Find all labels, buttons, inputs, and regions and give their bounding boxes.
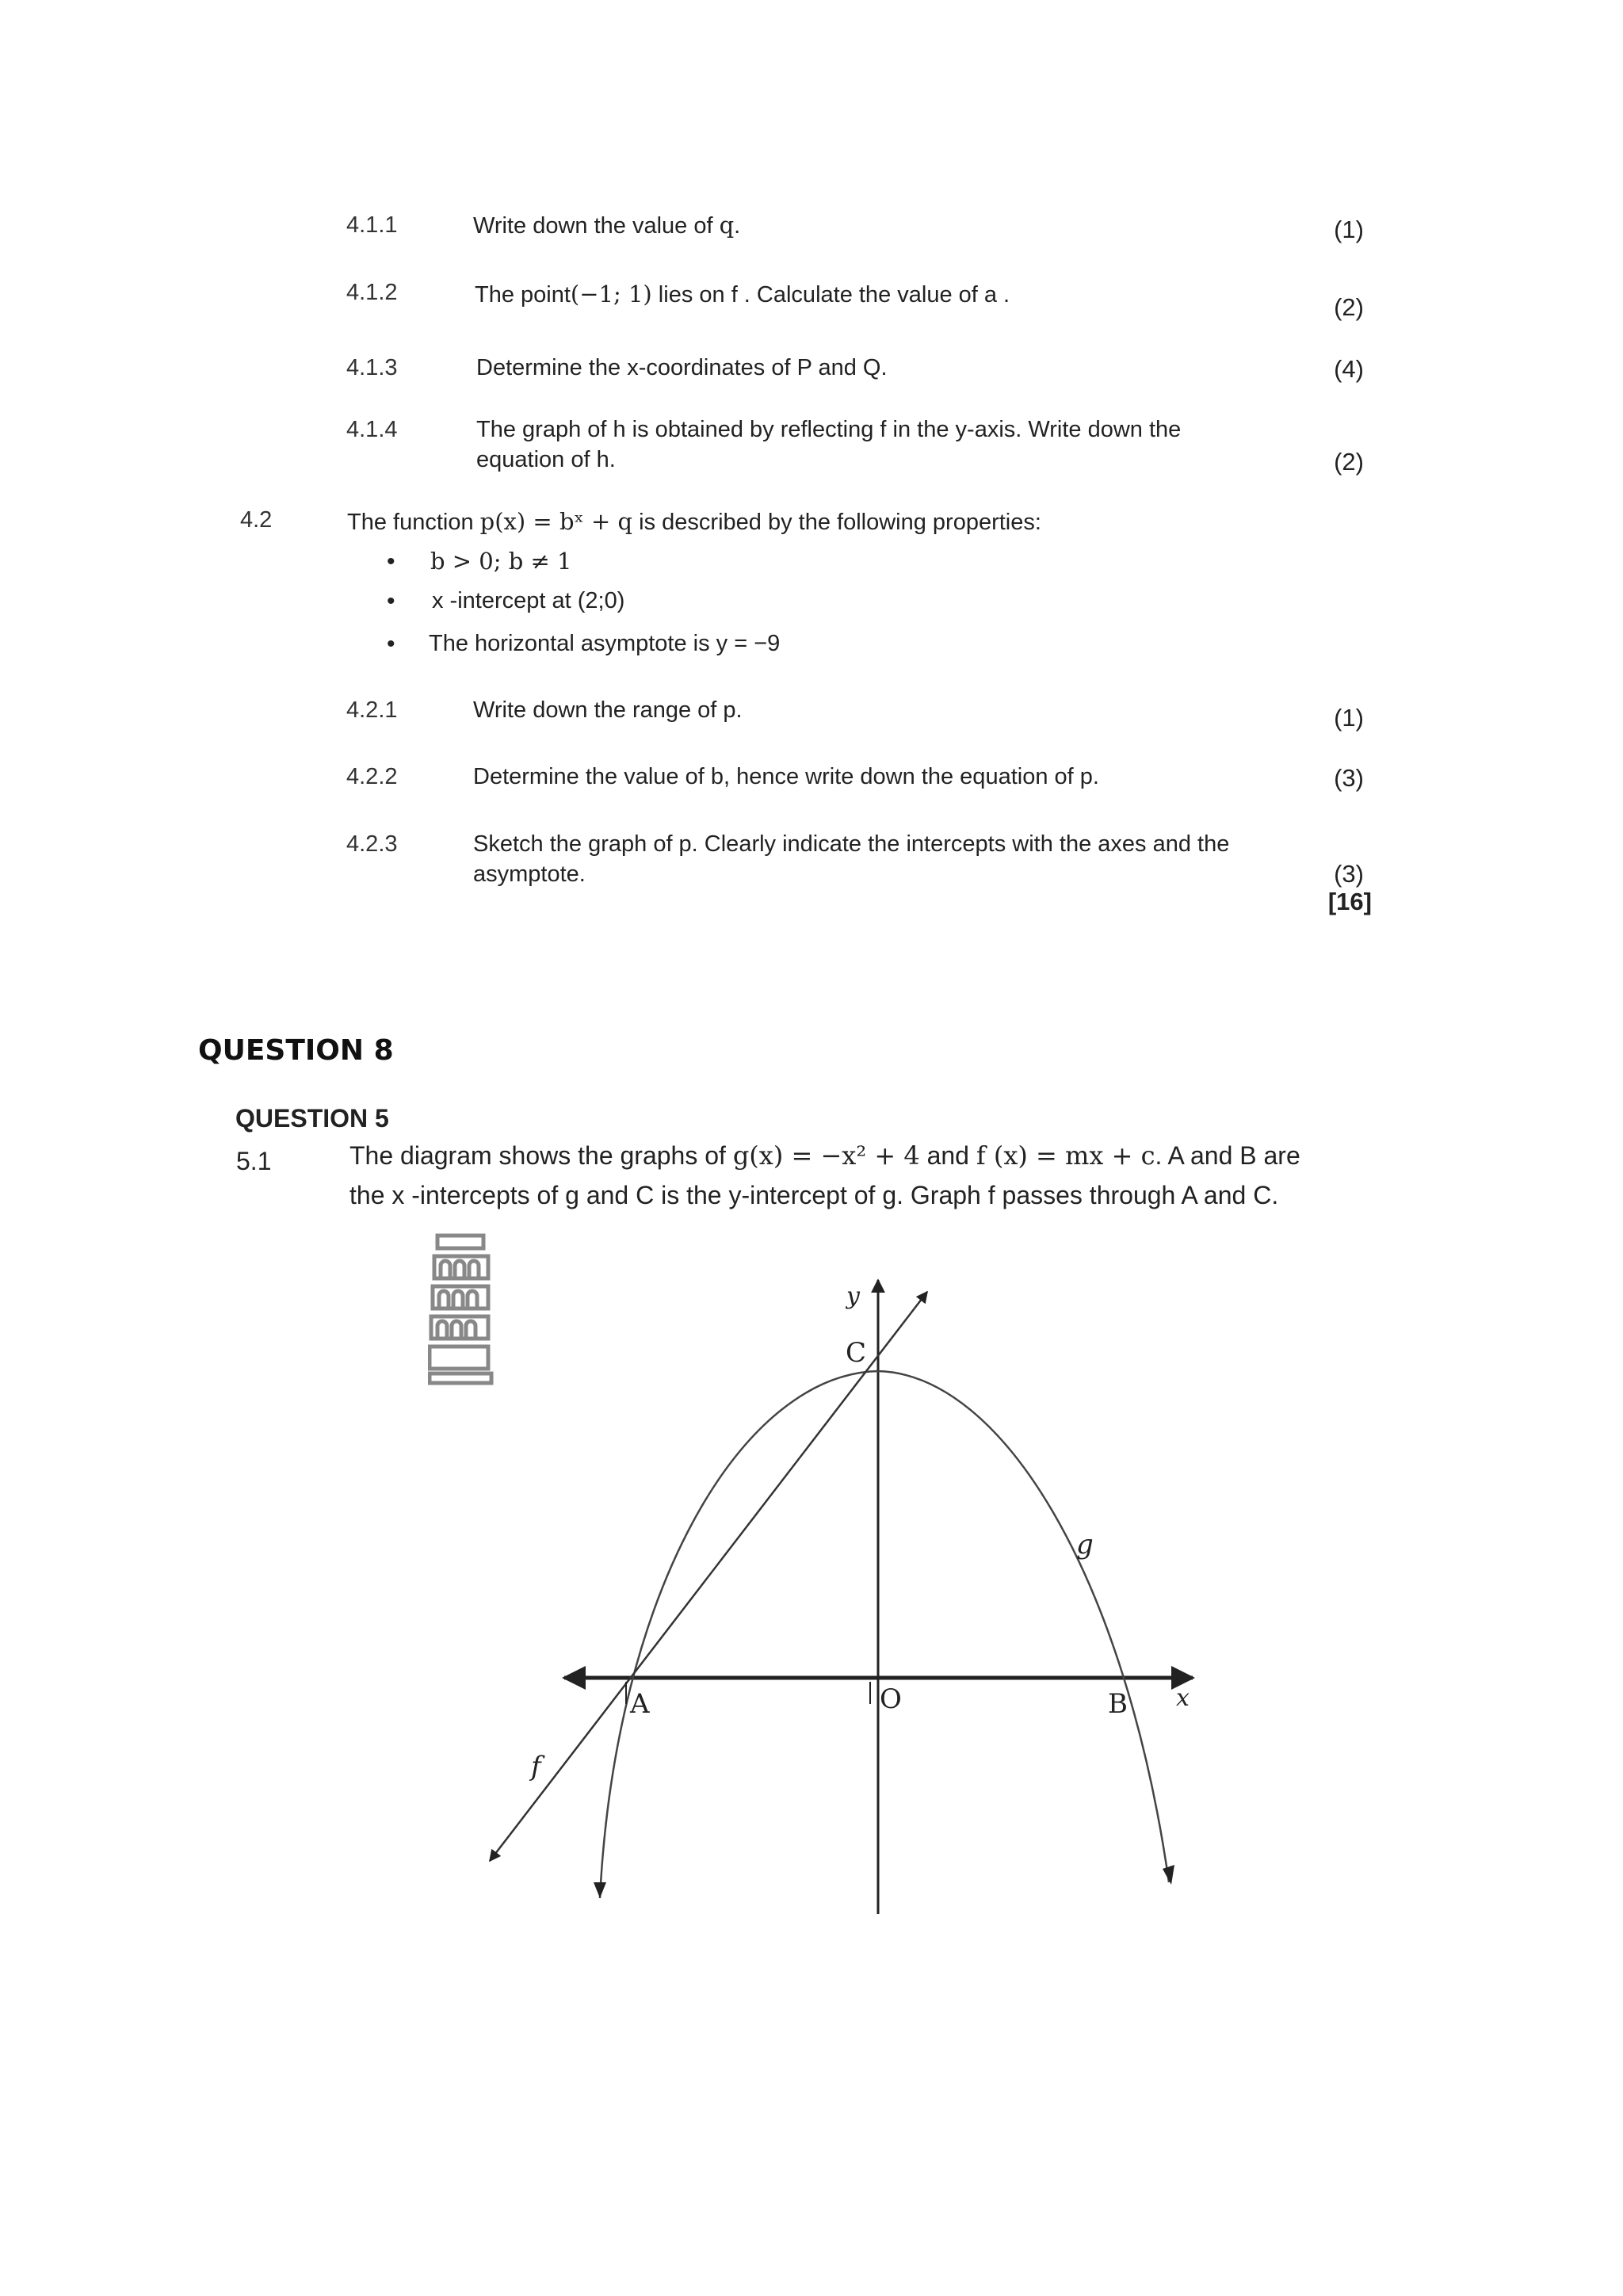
point-label-c: C <box>846 1337 867 1369</box>
item-number: 4.1.4 <box>346 417 398 442</box>
property-item: x -intercept at (2;0) <box>432 588 625 613</box>
question-text: Determine the value of b, hence write down the equation of p. <box>473 764 1099 789</box>
graph-label-g: g <box>1076 1529 1094 1561</box>
question-text: The point(−1; 1) lies on f . Calculate the value of a . <box>475 281 1010 308</box>
mark-allocation: (3) <box>1334 860 1364 888</box>
item-number: 4.2 <box>240 507 273 533</box>
x-axis-label: x <box>1176 1684 1190 1712</box>
point-label-b: B <box>1108 1688 1128 1720</box>
item-number: 4.1.2 <box>346 280 398 305</box>
question-text-line: equation of h. <box>476 447 616 472</box>
question-5-heading: QUESTION 5 <box>235 1104 389 1133</box>
total-marks: [16] <box>1327 888 1372 915</box>
point-label-a: A <box>630 1688 650 1720</box>
y-axis-label: y <box>846 1282 860 1310</box>
question-text-line: The graph of h is obtained by reflecting f in the y-axis. Write down the <box>476 417 1182 442</box>
item-number: 4.1.1 <box>346 212 398 238</box>
parabola-g <box>600 1371 1169 1898</box>
mark-allocation: (2) <box>1334 448 1364 476</box>
item-number: 4.2.2 <box>346 764 398 789</box>
item-number: 4.1.3 <box>346 355 398 380</box>
bullet: • <box>387 631 395 657</box>
bullet: • <box>387 588 395 614</box>
bullet: • <box>387 548 395 575</box>
question-stem: The function p(x) = bˣ + q is described by the following properties: <box>347 508 1041 535</box>
question-text: Write down the value of q. <box>473 212 741 239</box>
origin-label: O <box>880 1683 902 1715</box>
graph-label-f: f <box>531 1751 541 1782</box>
question-text: Write down the range of p. <box>473 697 743 723</box>
item-number: 4.2.3 <box>346 831 398 857</box>
line-f <box>490 1292 927 1861</box>
question-text-line: The diagram shows the graphs of g(x) = −x² + 4 and f (x) = mx + c. A and B are <box>349 1140 1300 1171</box>
item-number: 5.1 <box>236 1147 272 1175</box>
property-item: The horizontal asymptote is y = −9 <box>429 631 781 656</box>
mark-allocation: (3) <box>1334 764 1364 792</box>
question-text-line: asymptote. <box>473 861 586 887</box>
question-text: Determine the x-coordinates of P and Q. <box>476 355 888 380</box>
item-number: 4.2.1 <box>346 697 398 723</box>
mark-allocation: (2) <box>1334 293 1364 321</box>
parabola-left-arrowhead <box>594 1882 606 1898</box>
mark-allocation: (1) <box>1334 216 1364 243</box>
question-8-heading: QUESTION 8 <box>198 1034 394 1067</box>
mark-allocation: (4) <box>1334 355 1364 383</box>
question-text-line: the x -intercepts of g and C is the y-intercept of g. Graph f passes through A and C. <box>349 1181 1279 1209</box>
mark-allocation: (1) <box>1334 704 1364 732</box>
property-item: b > 0; b ≠ 1 <box>430 548 572 575</box>
question-text-line: Sketch the graph of p. Clearly indicate the intercepts with the axes and the <box>473 831 1230 857</box>
